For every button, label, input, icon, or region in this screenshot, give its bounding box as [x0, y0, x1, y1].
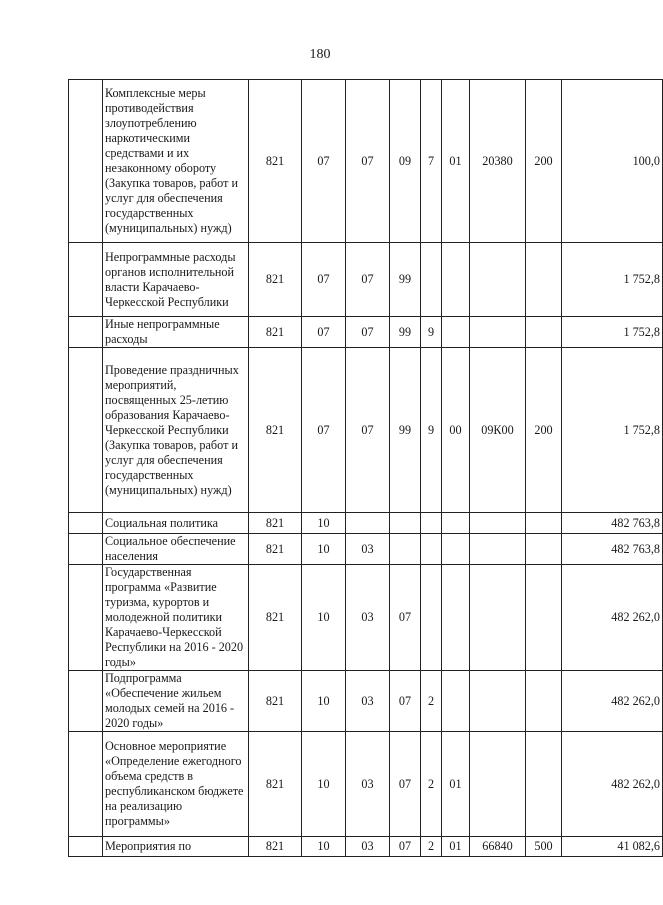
budget-table: [68, 79, 663, 857]
expense-name: Государственная программа «Развитие туризма, курортов и молодежной политики Карачаево-Черкесской Республики на 2016 - 2020 годы»: [103, 565, 249, 671]
subprogram-code: [421, 565, 442, 671]
main-activity-code: [442, 243, 470, 317]
row-number-cell: [69, 513, 103, 534]
expense-type-code: [526, 534, 562, 565]
table-row: [69, 243, 663, 317]
expense-type-code: 500: [526, 837, 562, 857]
subsection-code: 07: [346, 243, 390, 317]
expense-name: Иные непрограммные расходы: [103, 317, 249, 348]
row-number-cell: [69, 317, 103, 348]
table-row: [69, 732, 663, 837]
program-code: 07: [390, 671, 421, 732]
grbs-code: 821: [249, 513, 302, 534]
program-code: 07: [390, 565, 421, 671]
row-number-cell: [69, 837, 103, 857]
grbs-code: 821: [249, 317, 302, 348]
main-activity-code: [442, 671, 470, 732]
amount: 482 763,8: [562, 513, 663, 534]
main-activity-code: [442, 565, 470, 671]
expense-type-code: [526, 671, 562, 732]
amount: 100,0: [562, 80, 663, 243]
row-number-cell: [69, 348, 103, 513]
expense-type-code: [526, 243, 562, 317]
direction-code: [470, 513, 526, 534]
direction-code: [470, 243, 526, 317]
main-activity-code: 01: [442, 80, 470, 243]
direction-code: [470, 671, 526, 732]
table-row: [69, 317, 663, 348]
section-code: 10: [302, 534, 346, 565]
subsection-code: 03: [346, 671, 390, 732]
table-row: [69, 671, 663, 732]
section-code: 07: [302, 243, 346, 317]
expense-name: Подпрограмма «Обеспечение жильем молодых семей на 2016 - 2020 годы»: [103, 671, 249, 732]
section-code: 10: [302, 513, 346, 534]
grbs-code: 821: [249, 837, 302, 857]
subprogram-code: 9: [421, 348, 442, 513]
subprogram-code: [421, 513, 442, 534]
section-code: 07: [302, 348, 346, 513]
direction-code: 20380: [470, 80, 526, 243]
direction-code: [470, 732, 526, 837]
program-code: 99: [390, 348, 421, 513]
subprogram-code: 7: [421, 80, 442, 243]
section-code: 10: [302, 565, 346, 671]
page-number: 180: [309, 47, 331, 62]
amount: 482 262,0: [562, 565, 663, 671]
expense-type-code: 200: [526, 80, 562, 243]
program-code: 99: [390, 317, 421, 348]
expense-type-code: 200: [526, 348, 562, 513]
expense-name: Основное мероприятие «Определение ежегодного объема средств в республиканском бюджете на реализацию программы»: [103, 732, 249, 837]
main-activity-code: [442, 513, 470, 534]
amount: 41 082,6: [562, 837, 663, 857]
table-row: [69, 565, 663, 671]
subprogram-code: [421, 243, 442, 317]
expense-name: Проведение праздничных мероприятий, посвященных 25-летию образования Карачаево-Черкесской Республики (Закупка товаров, работ и услуг для обеспечения государственных (муниципальных) нужд): [103, 348, 249, 513]
subsection-code: 07: [346, 317, 390, 348]
table-row: [69, 513, 663, 534]
main-activity-code: 00: [442, 348, 470, 513]
subprogram-code: 2: [421, 732, 442, 837]
section-code: 07: [302, 317, 346, 348]
amount: 1 752,8: [562, 317, 663, 348]
program-code: 07: [390, 837, 421, 857]
table-row: [69, 534, 663, 565]
grbs-code: 821: [249, 565, 302, 671]
program-code: [390, 513, 421, 534]
subsection-code: [346, 513, 390, 534]
expense-type-code: [526, 317, 562, 348]
direction-code: 66840: [470, 837, 526, 857]
row-number-cell: [69, 80, 103, 243]
row-number-cell: [69, 732, 103, 837]
row-number-cell: [69, 534, 103, 565]
section-code: 07: [302, 80, 346, 243]
grbs-code: 821: [249, 243, 302, 317]
grbs-code: 821: [249, 80, 302, 243]
expense-name: Мероприятия по: [103, 837, 249, 857]
grbs-code: 821: [249, 732, 302, 837]
subsection-code: 03: [346, 837, 390, 857]
section-code: 10: [302, 732, 346, 837]
amount: 1 752,8: [562, 243, 663, 317]
section-code: 10: [302, 671, 346, 732]
subprogram-code: [421, 534, 442, 565]
direction-code: [470, 565, 526, 671]
table-row: [69, 80, 663, 243]
table-row: [69, 837, 663, 857]
subsection-code: 03: [346, 732, 390, 837]
program-code: [390, 534, 421, 565]
direction-code: 09К00: [470, 348, 526, 513]
expense-type-code: [526, 513, 562, 534]
amount: 482 262,0: [562, 671, 663, 732]
direction-code: [470, 534, 526, 565]
main-activity-code: 01: [442, 837, 470, 857]
amount: 482 763,8: [562, 534, 663, 565]
expense-type-code: [526, 565, 562, 671]
program-code: 07: [390, 732, 421, 837]
subprogram-code: 2: [421, 837, 442, 857]
grbs-code: 821: [249, 348, 302, 513]
row-number-cell: [69, 671, 103, 732]
expense-name: Комплексные меры противодействия злоупотреблению наркотическими средствами и их незаконному обороту (Закупка товаров, работ и услуг для обеспечения государственных (муниципальных) нужд): [103, 80, 249, 243]
subsection-code: 07: [346, 348, 390, 513]
expense-name: Непрограммные расходы органов исполнительной власти Карачаево-Черкесской Республики: [103, 243, 249, 317]
main-activity-code: [442, 534, 470, 565]
subsection-code: 07: [346, 80, 390, 243]
amount: 482 262,0: [562, 732, 663, 837]
table-row: [69, 348, 663, 513]
row-number-cell: [69, 565, 103, 671]
main-activity-code: 01: [442, 732, 470, 837]
grbs-code: 821: [249, 671, 302, 732]
subprogram-code: 2: [421, 671, 442, 732]
program-code: 09: [390, 80, 421, 243]
subprogram-code: 9: [421, 317, 442, 348]
program-code: 99: [390, 243, 421, 317]
direction-code: [470, 317, 526, 348]
main-activity-code: [442, 317, 470, 348]
expense-type-code: [526, 732, 562, 837]
section-code: 10: [302, 837, 346, 857]
amount: 1 752,8: [562, 348, 663, 513]
grbs-code: 821: [249, 534, 302, 565]
subsection-code: 03: [346, 534, 390, 565]
row-number-cell: [69, 243, 103, 317]
expense-name: Социальное обеспечение населения: [103, 534, 249, 565]
subsection-code: 03: [346, 565, 390, 671]
expense-name: Социальная политика: [103, 513, 249, 534]
